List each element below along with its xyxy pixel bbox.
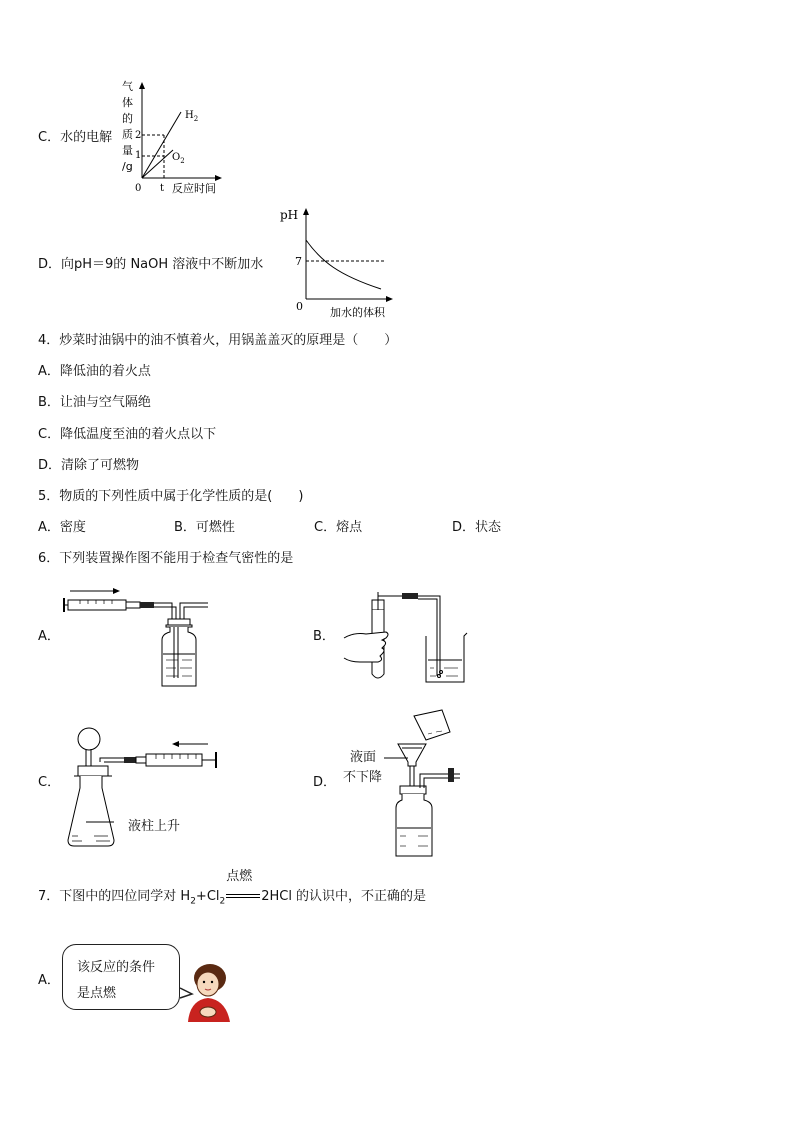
pull-arrowhead [172, 741, 179, 747]
funnel-bulb [78, 728, 100, 750]
tick-7: 7 [295, 255, 302, 268]
q7-stem-prefix: 7．下图中的四位同学对 H [38, 889, 191, 904]
o2-line [142, 150, 173, 178]
stopper [400, 786, 426, 794]
q4-option-b: B．让油与空气隔绝 [38, 395, 151, 410]
y-axis-char: 质 [122, 128, 133, 141]
y-axis-char: 量 [122, 144, 133, 157]
reaction-arrow [226, 868, 260, 903]
h2-subscript: 2 [190, 896, 196, 907]
bubble-line-2: 是点燃 [77, 986, 117, 1001]
q3-option-c-label: C．水的电解 [38, 130, 113, 145]
q4-option-d: D．清除了可燃物 [38, 458, 140, 473]
face [197, 972, 219, 996]
liquid-level-note-1: 液面 [350, 750, 377, 765]
rubber-tube [124, 757, 136, 763]
q7-stem [38, 868, 427, 910]
hand-test-tube-apparatus [340, 588, 470, 688]
beaker [426, 633, 467, 682]
q5-option-b: B．可燃性 [174, 520, 235, 535]
y-axis-char: 气 [122, 80, 133, 93]
q5-option-a: A．密度 [38, 520, 86, 535]
q6-option-d: D． [313, 775, 337, 790]
q5-option-d: D．状态 [452, 520, 502, 535]
y-axis-label [122, 79, 133, 173]
electrolysis-graph [110, 78, 235, 200]
syringe-bottle-apparatus [62, 582, 222, 690]
h2-label: $H_2$ [185, 110, 199, 123]
liquid-level-note-2: 不下降 [343, 770, 383, 785]
long-funnel [398, 744, 426, 766]
ph-axis-label: pH [280, 208, 299, 222]
flask [68, 776, 114, 846]
bottle [396, 794, 432, 856]
x-axis-label: 加水的体积 [330, 306, 385, 319]
speech-bubble [62, 944, 180, 1010]
ph-graph [276, 203, 401, 323]
bubble-tail [180, 988, 192, 998]
stopper [78, 766, 108, 776]
pouring-beaker [414, 710, 450, 740]
stopper [168, 619, 190, 625]
q3-option-d-label: D．向pH＝9的 NaOH 溶液中不断加水 [38, 257, 264, 272]
bubble-line-1: 该反应的条件 [77, 960, 156, 975]
q7-product: 2HCl [261, 889, 292, 904]
y-axis-char: 体 [122, 96, 133, 109]
hand [344, 632, 388, 662]
q7-option-a: A． [38, 973, 60, 988]
origin-label: 0 [135, 183, 142, 194]
o2-label: $O_2$ [172, 152, 185, 165]
hands [200, 1007, 216, 1017]
q6-option-b: B． [313, 629, 335, 644]
clamp [448, 768, 454, 782]
t-label: t [160, 183, 165, 194]
funnel-bottle-apparatus [384, 706, 474, 860]
bottle [162, 627, 196, 686]
y-axis-char: /g [122, 160, 133, 173]
y-axis-char: 的 [122, 112, 133, 125]
q5-stem: 5．物质的下列性质中属于化学性质的是( ) [38, 489, 304, 504]
x-axis-label: 反应时间 [172, 182, 216, 195]
q6-option-c: C． [38, 775, 61, 790]
x-axis-arrow [386, 296, 393, 302]
q6-stem: 6．下列装置操作图不能用于检查气密性的是 [38, 551, 294, 566]
push-arrowhead [113, 588, 120, 594]
h2-line [142, 112, 181, 178]
q7-stem-suffix: 的认识中，不正确的是 [296, 889, 427, 904]
student-figure [170, 958, 236, 1024]
tick-1: 1 [135, 150, 142, 161]
reaction-condition: 点燃 [226, 868, 253, 884]
q4-option-c: C．降低温度至油的着火点以下 [38, 427, 217, 442]
y-axis-arrow [303, 208, 309, 215]
tick-2: 2 [135, 130, 142, 141]
x-axis-arrow [215, 175, 222, 181]
q4-stem: 4．炒菜时油锅中的油不慎着火，用锅盖盖灭的原理是（ ） [38, 333, 398, 348]
q6-option-a: A． [38, 629, 60, 644]
q4-option-a: A．降低油的着火点 [38, 364, 151, 379]
liquid-rise-note: 液柱上升 [128, 819, 181, 834]
syringe-barrel [68, 600, 126, 610]
cl2-subscript: 2 [219, 896, 226, 907]
origin-label: 0 [296, 300, 303, 313]
ph-curve [306, 240, 381, 289]
rubber-tube [140, 602, 154, 608]
rubber-tube [402, 593, 418, 599]
y-axis-arrow [139, 82, 145, 89]
syringe-barrel [146, 754, 202, 766]
q5-option-c: C．熔点 [314, 520, 363, 535]
q7-plus-cl: +Cl [195, 889, 220, 904]
